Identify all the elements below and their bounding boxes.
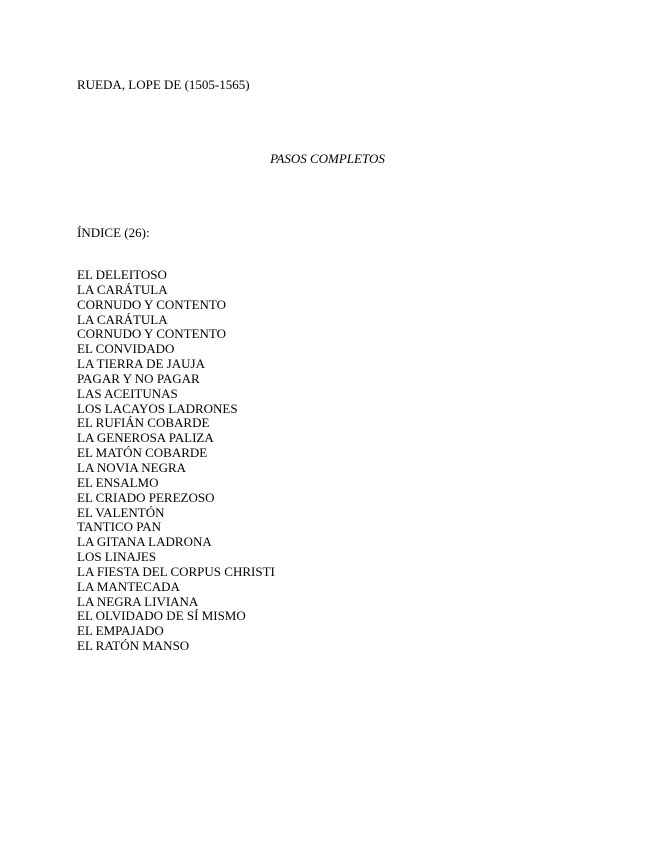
index-item: CORNUDO Y CONTENTO — [77, 296, 227, 312]
index-item: EL EMPAJADO — [77, 623, 164, 639]
index-item: PAGAR Y NO PAGAR — [77, 370, 200, 386]
index-item: LA MANTECADA — [77, 578, 180, 594]
index-label: ÍNDICE (26): — [77, 225, 150, 240]
index-item: LA CARÁTULA — [77, 311, 168, 327]
index-item: LOS LACAYOS LADRONES — [77, 400, 238, 416]
index-list — [77, 268, 275, 654]
index-item: EL ENSALMO — [77, 474, 159, 490]
index-item: TANTICO PAN — [77, 519, 162, 535]
index-item: EL RATÓN MANSO — [77, 638, 190, 654]
index-item: LA TIERRA DE JAUJA — [77, 356, 205, 372]
index-item: EL OLVIDADO DE SÍ MISMO — [77, 608, 246, 624]
index-item: LA CARÁTULA — [77, 281, 168, 297]
index-item: CORNUDO Y CONTENTO — [77, 326, 227, 342]
document-title: PASOS COMPLETOS — [270, 151, 385, 166]
index-item: EL DELEITOSO — [77, 267, 167, 282]
index-item: EL VALENTÓN — [77, 504, 165, 520]
index-item: EL CONVIDADO — [77, 341, 175, 357]
index-item: LA FIESTA DEL CORPUS CHRISTI — [77, 563, 275, 579]
index-item: LA GITANA LADRONA — [77, 534, 212, 550]
index-item: EL RUFIÁN COBARDE — [77, 415, 210, 431]
author-line: RUEDA, LOPE DE (1505-1565) — [77, 77, 250, 92]
index-item: LOS LINAJES — [77, 549, 157, 565]
index-item: EL CRIADO PEREZOSO — [77, 489, 215, 505]
index-item: LAS ACEITUNAS — [77, 385, 178, 401]
index-item: LA GENEROSA PALIZA — [77, 430, 214, 446]
index-item: LA NEGRA LIVIANA — [77, 593, 199, 609]
index-item: EL MATÓN COBARDE — [77, 445, 208, 461]
index-item: LA NOVIA NEGRA — [77, 459, 187, 475]
